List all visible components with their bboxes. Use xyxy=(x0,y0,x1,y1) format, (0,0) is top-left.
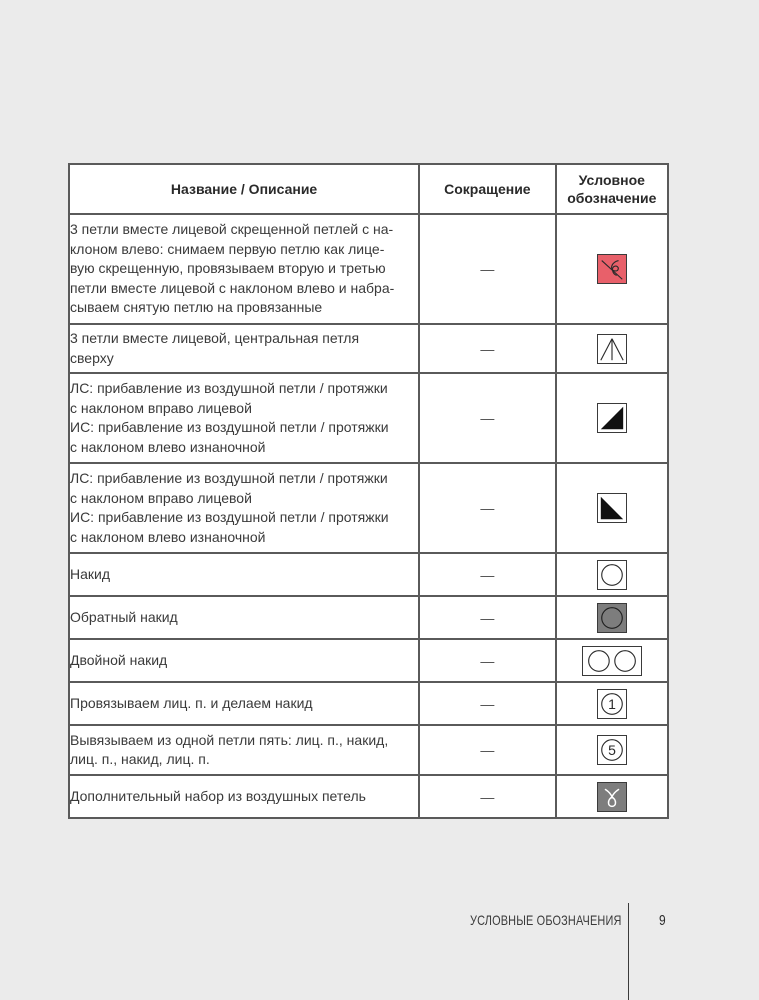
row-symbol xyxy=(556,682,668,725)
description-line: клоном влево: снимаем первую петлю как лице- xyxy=(70,240,385,257)
row-abbreviation: — xyxy=(419,553,555,596)
row-symbol xyxy=(556,775,668,818)
row-symbol xyxy=(556,373,668,463)
table-row xyxy=(69,553,668,596)
triangle-bottom-left-icon xyxy=(597,493,627,523)
description-line: Обратный накид xyxy=(70,608,178,625)
row-description xyxy=(69,725,419,775)
row-description xyxy=(69,214,419,324)
row-description xyxy=(69,639,419,682)
row-symbol xyxy=(556,324,668,373)
description-line: 3 петли вместе лицевой скрещенной петлей с на- xyxy=(70,221,394,238)
table-row xyxy=(69,725,668,775)
row-abbreviation: — xyxy=(419,639,555,682)
description-line: 3 петли вместе лицевой, центральная петля xyxy=(70,330,360,346)
description-line: сверху xyxy=(70,349,114,366)
header-abbreviation: Сокращение xyxy=(419,164,555,214)
description-line: с наклоном влево изнаночной xyxy=(70,438,266,455)
table-row xyxy=(69,596,668,639)
circled-five-icon xyxy=(597,735,627,765)
table-row xyxy=(69,682,668,725)
description-line: ЛС: прибавление из воздушной петли / протяжки xyxy=(70,470,388,486)
table-row xyxy=(69,373,668,463)
description-line: ИС: прибавление из воздушной петли / протяжки xyxy=(70,509,389,525)
row-symbol xyxy=(556,596,668,639)
description-line: Накид xyxy=(70,565,111,582)
row-abbreviation: — xyxy=(419,596,555,639)
header-symbol-line1: Условное xyxy=(578,172,645,188)
row-abbreviation: — xyxy=(419,775,555,818)
symbols-legend-table xyxy=(68,163,669,819)
row-description xyxy=(69,775,419,818)
row-description xyxy=(69,553,419,596)
table-row xyxy=(69,639,668,682)
row-symbol xyxy=(556,639,668,682)
description-line: Двойной накид xyxy=(70,651,168,668)
table-header-row xyxy=(69,164,668,214)
row-abbreviation: — xyxy=(419,725,555,775)
row-description xyxy=(69,596,419,639)
description-line: сываем снятую петлю на провязанные xyxy=(70,299,323,316)
row-abbreviation: — xyxy=(419,324,555,373)
row-description xyxy=(69,463,419,553)
description-line: с наклоном вправо лицевой xyxy=(70,399,252,416)
circled-one-icon xyxy=(597,689,627,719)
description-line: ИС: прибавление из воздушной петли / протяжки xyxy=(70,419,389,435)
description-line: петли вместе лицевой с наклоном влево и набра- xyxy=(70,279,395,296)
circled-five-label: 5 xyxy=(607,742,616,759)
reverse-yarn-over-icon xyxy=(597,603,627,633)
description-line: Провязываем лиц. п. и делаем накид xyxy=(70,694,313,711)
row-description xyxy=(69,682,419,725)
table-row xyxy=(69,214,668,324)
row-abbreviation: — xyxy=(419,463,555,553)
description-line: Дополнительный набор из воздушных петель xyxy=(70,787,366,804)
air-loop-cast-on-icon xyxy=(597,782,627,812)
row-description xyxy=(69,324,419,373)
header-name-description: Название / Описание xyxy=(69,164,419,214)
table-row xyxy=(69,324,668,373)
table-row xyxy=(69,463,668,553)
description-line: с наклоном влево изнаночной xyxy=(70,528,266,545)
row-abbreviation: — xyxy=(419,373,555,463)
triangle-bottom-right-icon xyxy=(597,403,627,433)
table-row xyxy=(69,775,668,818)
description-line: ЛС: прибавление из воздушной петли / протяжки xyxy=(70,380,388,396)
description-line: вую скрещенную, провязываем вторую и третью xyxy=(70,260,386,277)
description-line: лиц. п., накид, лиц. п. xyxy=(70,751,210,767)
footer-section-title: УСЛОВНЫЕ ОБОЗНАЧЕНИЯ xyxy=(470,912,622,928)
row-description xyxy=(69,373,419,463)
row-symbol xyxy=(556,725,668,775)
yarn-over-circle-icon xyxy=(597,560,627,590)
page-number: 9 xyxy=(659,912,666,929)
circled-one-label: 1 xyxy=(607,695,616,712)
row-abbreviation: — xyxy=(419,682,555,725)
row-abbreviation: — xyxy=(419,214,555,324)
three-together-center-top-icon xyxy=(597,334,627,364)
header-symbol xyxy=(556,164,668,214)
footer-divider xyxy=(628,903,629,1000)
header-symbol-line2: обозначение xyxy=(567,190,657,206)
double-yarn-over-icon xyxy=(582,646,642,676)
row-symbol xyxy=(556,463,668,553)
row-symbol xyxy=(556,553,668,596)
red-crossed-loop-left-icon xyxy=(597,254,627,284)
description-line: Вывязываем из одной петли пять: лиц. п., накид, xyxy=(70,731,389,748)
row-symbol xyxy=(556,214,668,324)
description-line: с наклоном вправо лицевой xyxy=(70,489,252,506)
